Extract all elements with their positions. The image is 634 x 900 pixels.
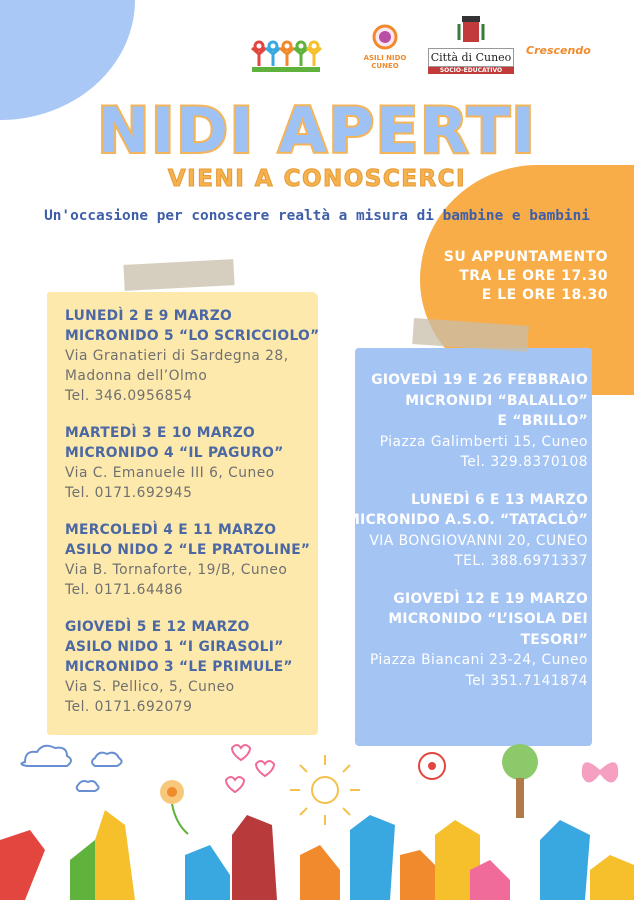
entry-detail-line: Via Granatieri di Sardegna 28, [65, 348, 289, 364]
butterfly-icon [582, 762, 618, 782]
appointment-line: SU APPUNTAMENTO [443, 249, 608, 265]
tree-icon [502, 744, 538, 818]
asili-nido-logo [360, 24, 410, 70]
logos-row [250, 14, 610, 78]
page-title: NIDI APERTI [97, 94, 537, 167]
decorations [0, 740, 634, 900]
entry-heading-line: MICRONIDO A.S.O. “TATACLÒ” [346, 512, 588, 528]
children-logo-icon [250, 34, 322, 74]
entry-detail-line: Piazza Galimberti 15, Cuneo [379, 433, 588, 450]
entry-detail-line: TEL. 388.6971337 [454, 553, 588, 569]
appointment-info [444, 248, 608, 305]
entry-heading-line: E “BRILLO” [497, 413, 588, 429]
painted-hands-icon [0, 810, 634, 900]
entry-detail-line: Tel. 0171.64486 [65, 582, 184, 598]
entry-heading-line: MICRONIDO 5 “LO SCRICCIOLO” [65, 328, 320, 344]
entry-detail-line: Tel 351.7141874 [465, 672, 588, 689]
entry-heading-line: LUNEDÌ 2 E 9 MARZO [65, 308, 233, 324]
entry-heading-line: ASILO NIDO 2 “LE PRATOLINE” [65, 542, 311, 558]
appointment-line: TRA LE ORE 17.30 [459, 268, 608, 284]
page-subtitle: VIENI A CONOSCERCI [167, 166, 467, 192]
entry-detail-line: Tel. 346.0956854 [65, 388, 193, 404]
entry-heading-line: MICRONIDO 3 “LE PRIMULE” [65, 659, 293, 675]
entry-heading-line: ASILO NIDO 1 “I GIRASOLI” [65, 639, 284, 655]
ladybug-icon [419, 753, 445, 779]
left-schedule-list [65, 306, 320, 734]
crescendo-logo: Crescendo [526, 44, 591, 57]
citta-logo-subtext: SOCIO-EDUCATIVO [428, 67, 514, 74]
schedule-entry [65, 306, 320, 406]
entry-detail-line: Via B. Tornaforte, 19/B, Cuneo [65, 562, 288, 578]
entry-heading-line: MICRONIDO 4 “IL PAGURO” [65, 445, 284, 461]
clouds-icon [21, 746, 121, 791]
schedule-entry [340, 490, 588, 572]
entry-heading-line: GIOVEDÌ 5 E 12 MARZO [65, 619, 250, 635]
flower-icon [160, 780, 188, 834]
schedule-entry [65, 617, 320, 717]
citta-di-cuneo-logo [428, 14, 514, 74]
sun-icon [290, 755, 360, 825]
tagline: Un'occasione per conoscere realtà a misura di bambine e bambini [44, 208, 590, 224]
appointment-line: E LE ORE 18.30 [481, 287, 608, 303]
entry-detail-line: Piazza Biancani 23-24, Cuneo [369, 652, 588, 668]
entry-heading-line: MICRONIDO “L’ISOLA DEI [388, 611, 588, 627]
entry-detail-line: Tel. 0171.692079 [65, 699, 193, 715]
entry-heading-line: GIOVEDÌ 19 E 26 FEBBRAIO [371, 372, 588, 388]
entry-heading-line: GIOVEDÌ 12 E 19 MARZO [393, 590, 588, 607]
right-schedule-list [340, 370, 588, 708]
entry-detail-line: Tel. 329.8370108 [460, 454, 588, 470]
citta-logo-text: Città di Cuneo [428, 48, 514, 67]
schedule-entry [65, 423, 320, 503]
entry-detail-line: Via S. Pellico, 5, Cuneo [65, 679, 235, 695]
entry-detail-line: Tel. 0171.692945 [65, 485, 193, 501]
entry-detail-line: Via C. Emanuele III 6, Cuneo [65, 465, 275, 481]
smiley-icon [370, 24, 400, 50]
entry-detail-line: VIA BONGIOVANNI 20, CUNEO [369, 532, 588, 549]
coat-of-arms-icon [456, 14, 486, 44]
schedule-entry [340, 370, 588, 473]
tape [123, 259, 234, 291]
entry-detail-line: Madonna dell’Olmo [65, 368, 208, 384]
schedule-entry [65, 520, 320, 600]
hearts-icon [226, 745, 274, 792]
asili-nido-logo-text: ASILI NIDO CUNEO [363, 54, 407, 70]
entry-heading-line: MERCOLEDÌ 4 E 11 MARZO [65, 522, 277, 538]
entry-heading-line: TESORI” [520, 631, 588, 648]
entry-heading-line: LUNEDÌ 6 E 13 MARZO [411, 491, 588, 508]
entry-heading-line: MARTEDÌ 3 E 10 MARZO [65, 425, 256, 441]
schedule-entry [340, 589, 588, 692]
entry-heading-line: MICRONIDI “BALALLO” [405, 392, 588, 409]
